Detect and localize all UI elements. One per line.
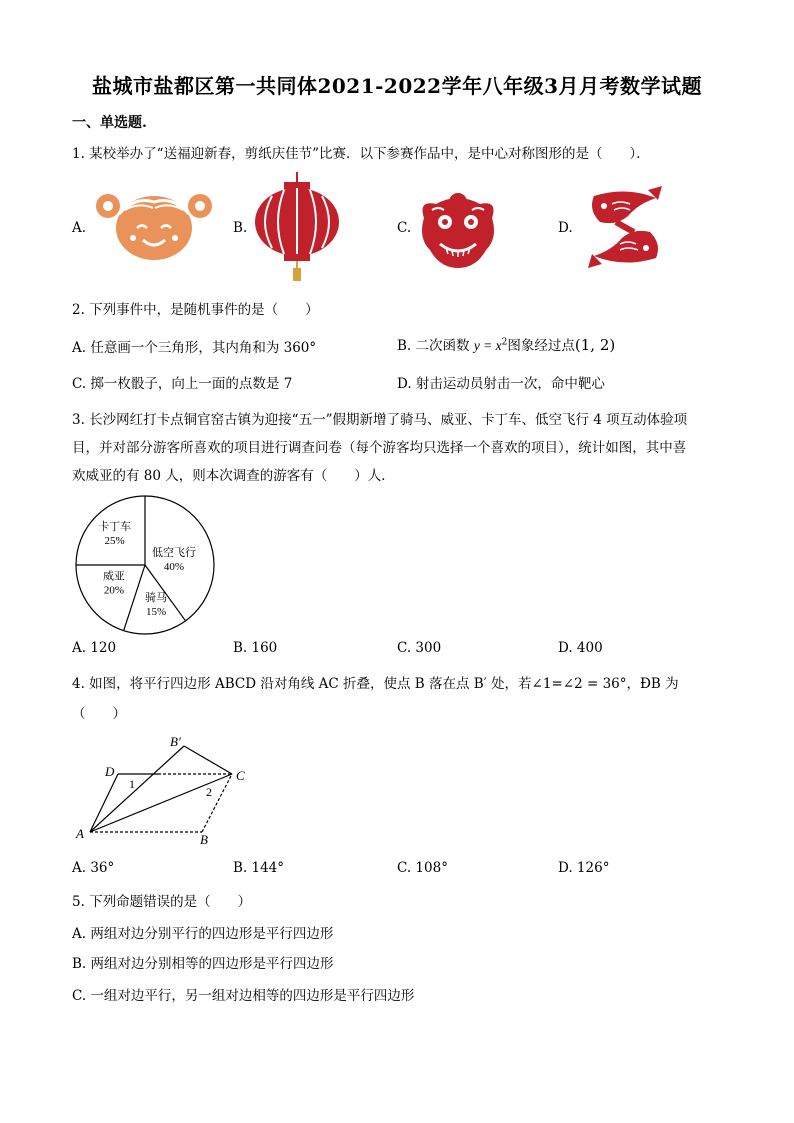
- q4-option-a: A. 36°: [72, 860, 115, 876]
- page-title: 盐城市盐都区第一共同体2021-2022学年八年级3月月考数学试题: [91, 74, 703, 98]
- pie-slice-percent-1: 25%: [104, 534, 125, 547]
- q1-option-d-label: D.: [558, 220, 573, 236]
- double-fish-papercut-image: [586, 186, 664, 268]
- pie-slice-percent-3: 15%: [145, 605, 167, 618]
- pie-slice-label-3: 骑马: [145, 590, 168, 604]
- q2-option-b-equation: y = x: [473, 338, 502, 353]
- label-b: B: [200, 832, 208, 847]
- pie-slice-percent-4: 20%: [103, 584, 125, 597]
- label-a: A: [76, 826, 84, 841]
- section-heading: 一、单选题.: [72, 115, 147, 131]
- q2-option-b-exponent: 2: [501, 337, 508, 348]
- label-angle-2: 2: [206, 785, 212, 799]
- question-4-line-1: 4. 如图，将平行四边形 ABCD 沿对角线 AC 折叠，使点 B 落在点 B′ 处，若∠1=∠2 = 36°，ÐB 为: [72, 676, 679, 692]
- q2-option-d: D. 射击运动员射击一次，命中靶心: [397, 376, 605, 392]
- question-3-line-1: 3. 长沙网红打卡点铜官窑古镇为迎接“五一”假期新增了骑马、威亚、卡丁车、低空飞行 4 项互动体验项: [72, 412, 688, 428]
- q1-option-a-label: A.: [72, 220, 87, 236]
- question-3-line-3: 欢威亚的有 80 人，则本次调查的游客有（ ）人．: [72, 468, 395, 484]
- q4-option-c: C. 108°: [397, 860, 448, 876]
- diagonal-ac: [90, 774, 232, 832]
- girl-face-papercut-image: [95, 188, 213, 260]
- q1-option-c-label: C.: [397, 220, 412, 236]
- q4-option-d: D. 126°: [558, 860, 610, 876]
- pie-slice-label-1: 卡丁车: [98, 519, 132, 533]
- q5-option-a: A. 两组对边分别平行的四边形是平行四边形: [72, 926, 334, 942]
- q5-option-c: C. 一组对边平行，另一组对边相等的四边形是平行四边形: [72, 988, 415, 1004]
- question-4-line-2: （ ）: [72, 706, 126, 722]
- question-5-text: 5. 下列命题错误的是（ ）: [72, 894, 252, 910]
- pie-chart: [74, 494, 216, 636]
- label-d: D: [105, 764, 115, 779]
- edge-da: [90, 774, 118, 832]
- question-2-text: 2. 下列事件中，是随机事件的是（ ）: [72, 302, 319, 318]
- label-b-prime: B′: [170, 734, 181, 749]
- q2-option-a: A. 任意画一个三角形，其内角和为 360°: [72, 340, 317, 356]
- q2-option-c: C. 掷一枚骰子，向上一面的点数是 7: [72, 376, 293, 392]
- q3-option-b: B. 160: [233, 640, 278, 656]
- lantern-papercut-image: [254, 172, 340, 282]
- q2-option-b-point: (1, 2): [574, 336, 616, 354]
- q2-option-b-suffix: 图象经过点: [507, 338, 575, 354]
- parallelogram-fold-diagram: [72, 734, 272, 846]
- question-3-line-2: 目，并对部分游客所喜欢的项目进行调查问卷（每个游客均只选择一个喜欢的项目），统计如图，其中喜: [72, 440, 687, 456]
- q2-option-b-prefix: B. 二次函数: [397, 338, 470, 354]
- edge-ab-prime: [90, 746, 184, 832]
- lion-head-papercut-image: [418, 188, 498, 270]
- pie-slice-label-2: 低空飞行: [151, 546, 196, 560]
- q4-option-b: B. 144°: [233, 860, 285, 876]
- q3-option-d: D. 400: [558, 640, 603, 656]
- pie-slice-label-4: 威亚: [102, 569, 125, 583]
- q3-option-a: A. 120: [72, 640, 117, 656]
- edge-b-prime-c: [184, 746, 232, 774]
- q5-option-b: B. 两组对边分别相等的四边形是平行四边形: [72, 956, 334, 972]
- edge-bc-dashed: [202, 774, 232, 832]
- question-1-text: 1. 某校举办了“送福迎新春，剪纸庆佳节”比赛．以下参赛作品中，是中心对称图形的是（ ）．: [72, 146, 650, 162]
- q2-option-b: [397, 334, 615, 354]
- label-angle-1: 1: [129, 777, 135, 791]
- label-c: C: [236, 768, 245, 783]
- q3-option-c: C. 300: [397, 640, 442, 656]
- pie-slice-percent-2: 40%: [163, 561, 185, 574]
- q1-option-b-label: B.: [233, 220, 248, 236]
